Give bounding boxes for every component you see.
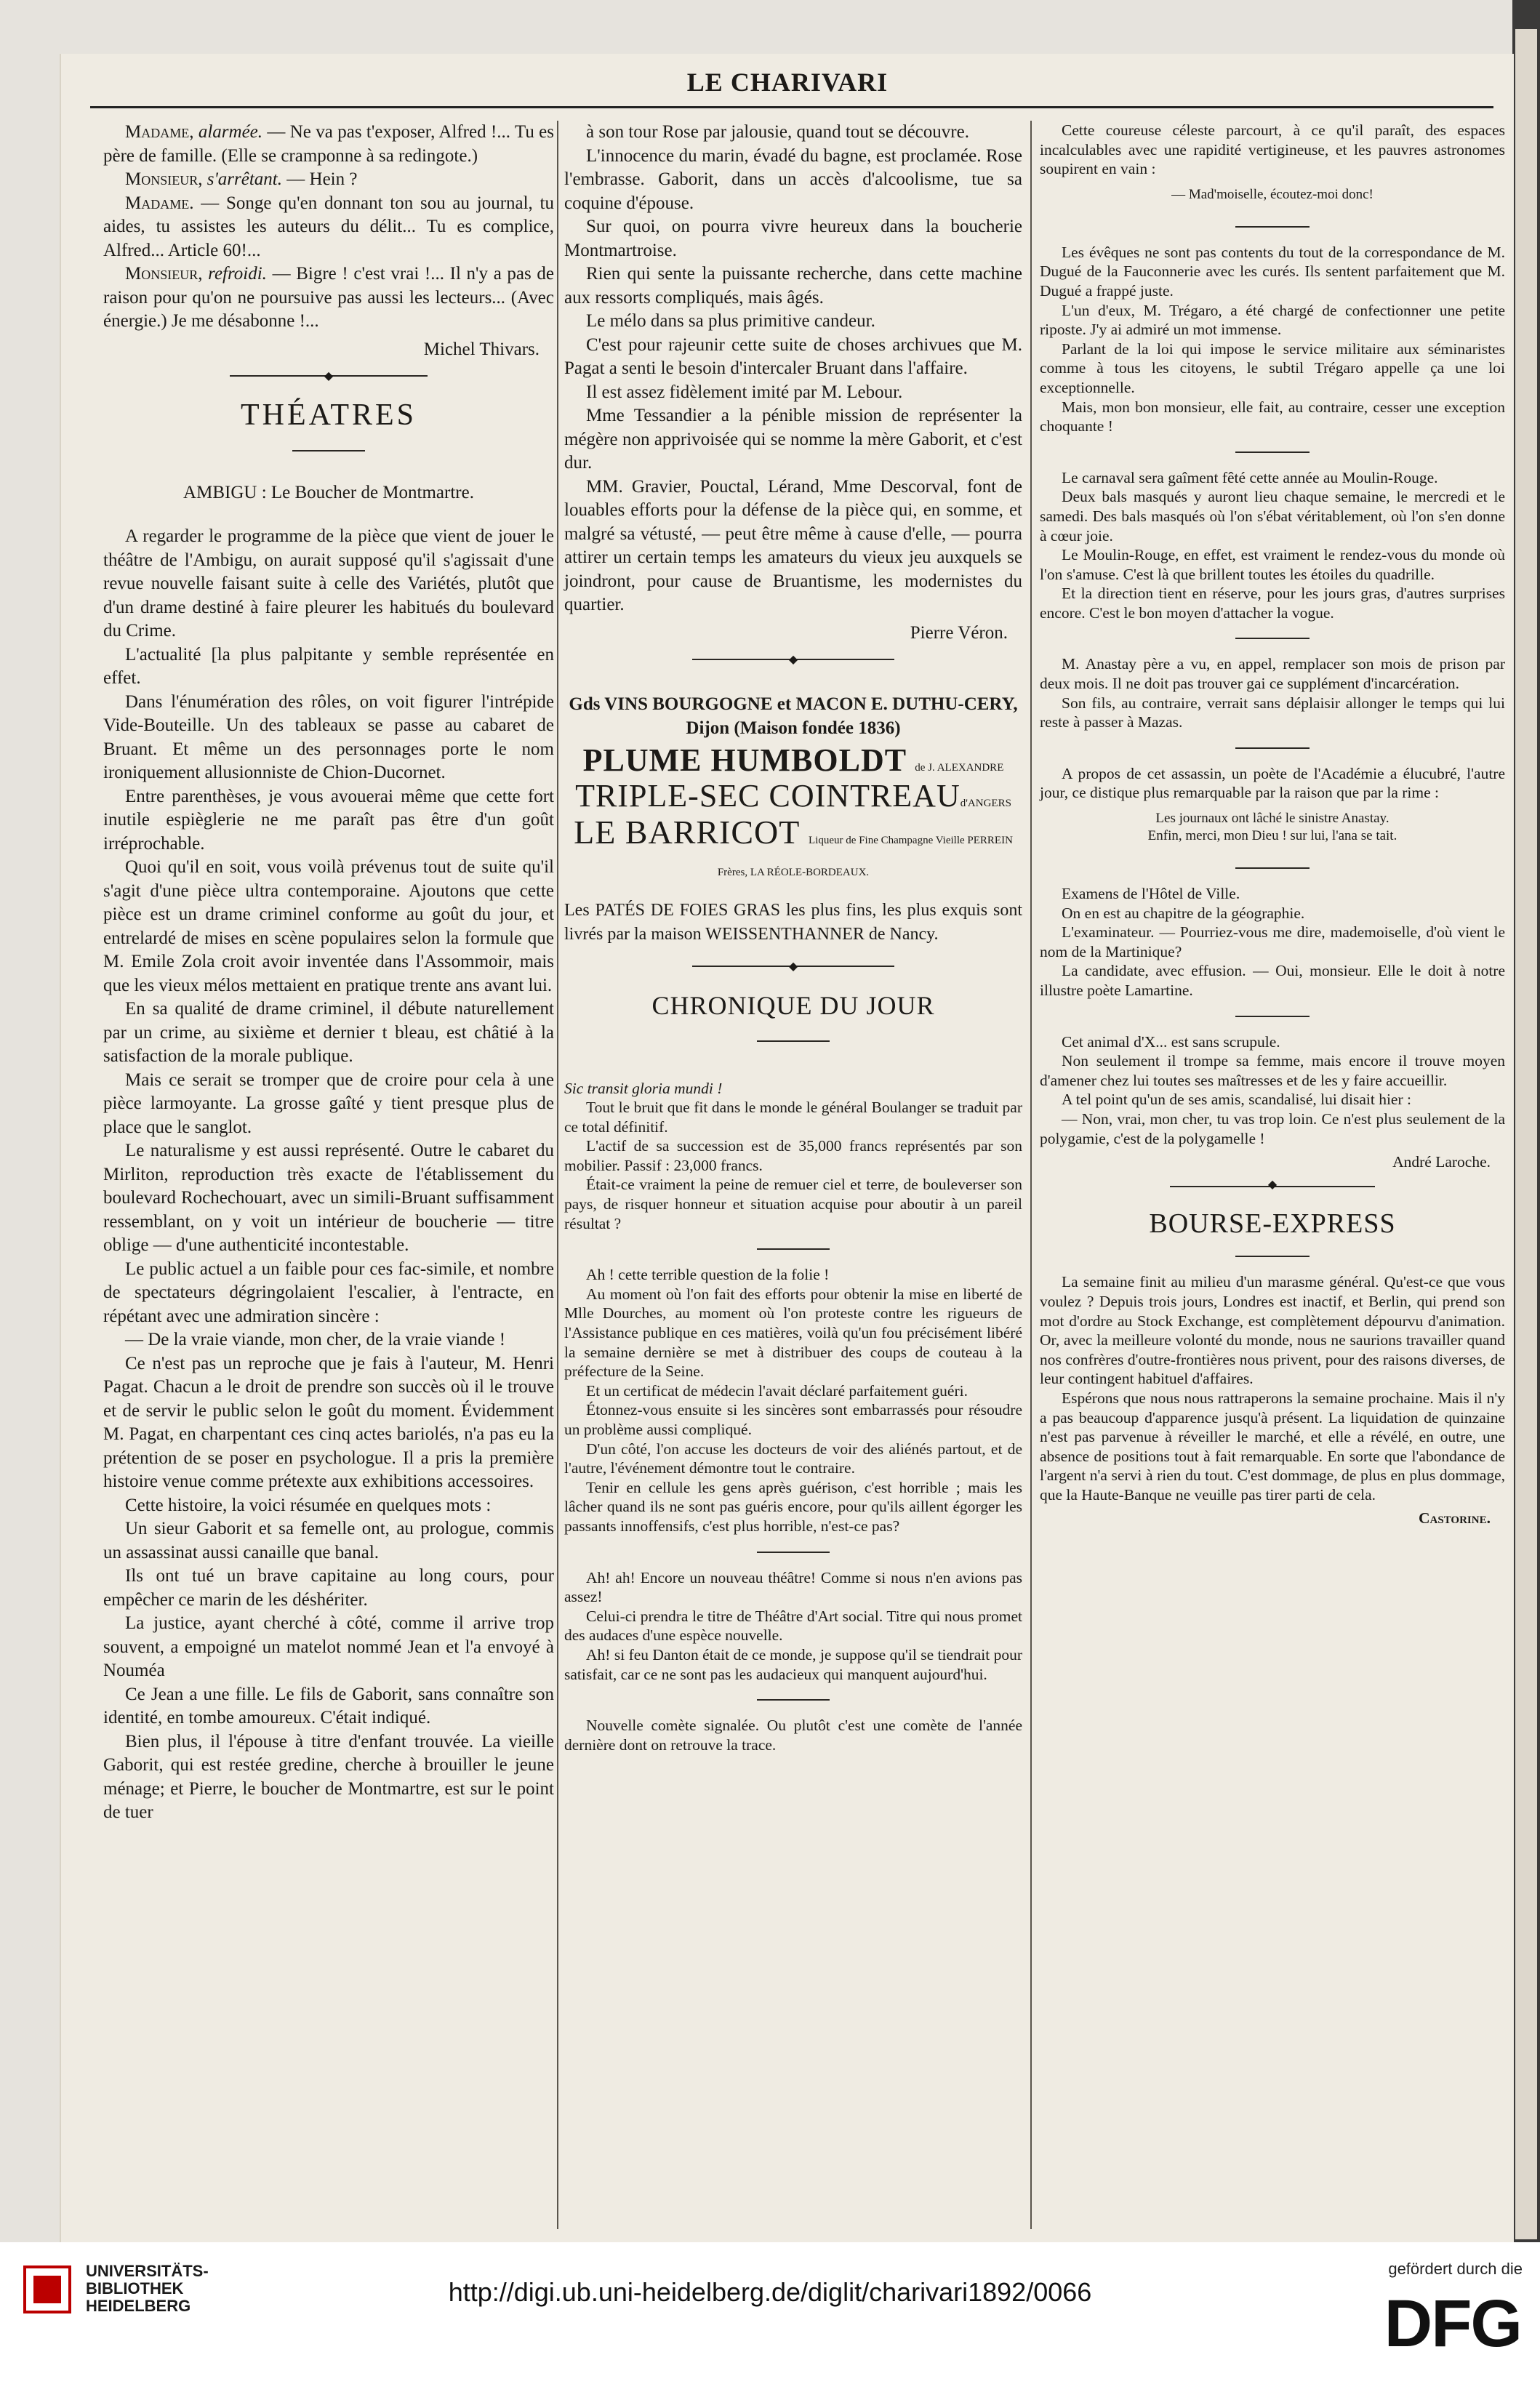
paragraph: M. Anastay père a vu, en appel, remplacer son mois de prison par deux mois. Il ne doit pas trouver gai ce supplément d'incarcération. (1040, 655, 1505, 693)
funding-note: gefördert durch die (1388, 2260, 1523, 2278)
dialogue-line: Madame. — Songe qu'en donnant ton sou au journal, tu aides, tu assistes les auteurs du délit... Tu es complice, Alfred... Article 60!... (103, 193, 554, 260)
newspaper-page (60, 54, 1514, 2242)
paragraph: Étonnez-vous ensuite si les sincères sont embarrassés pour résoudre un problème aussi compliqué. (564, 1401, 1022, 1438)
short-rule (1040, 211, 1505, 243)
theatre-subhead: AMBIGU : Le Boucher de Montmartre. (183, 482, 474, 502)
paragraph: Mais, mon bon monsieur, elle fait, au contraire, cesser une exception choquante ! (1040, 398, 1505, 436)
paragraph: La candidate, avec effusion. — Oui, monsieur. Elle le doit à notre illustre poète Lamartine. (1040, 962, 1505, 999)
signature: Castorine. (1419, 1509, 1491, 1528)
paragraph: L'innocence du marin, évadé du bagne, est proclamée. Rose l'embrasse. Gaborit, dans un accès d'alcoolisme, tue sa coquine d'épouse. (564, 145, 1022, 213)
paragraph: Cette coureuse céleste parcourt, à ce qu'il paraît, des espaces incalculables avec une rapidité vertigineuse, et les pauvres astronomes soupirent en vain : (1040, 121, 1505, 178)
item-anastay (1040, 654, 1505, 731)
section-title-bourse: BOURSE-EXPRESS (1149, 1208, 1396, 1239)
column-2 (564, 121, 1022, 1754)
paragraph: Tout le bruit que fit dans le monde le général Boulanger se traduit par ce total définitif. (564, 1099, 1022, 1136)
item-eveques (1040, 243, 1505, 436)
chronique-item: Nouvelle comète signalée. Ou plutôt c'est une comète de l'année dernière dont on retrouve la trace. (564, 1717, 1022, 1754)
speaker: Monsieur, (125, 264, 209, 284)
paragraph: Dans l'énumération des rôles, on voit figurer l'intrépide Vide-Bouteille. Un des tableaux se passe au cabaret de Bruant. Et même un des personnages porte le nom ironiquement allusionniste de Chion-Ducornet. (103, 691, 554, 782)
section-title-theatres: THÉATRES (241, 398, 417, 432)
ad-pates: Les PATÉS DE FOIES GRAS les plus fins, les plus exquis sont livrés par la maison WEISSENTHANNER de Nancy. (564, 901, 1022, 944)
stage-direction: s'arrêtant. (206, 169, 287, 189)
paragraph: Cet animal d'X... est sans scrupule. (1062, 1032, 1280, 1051)
ad-barricot-text: LE BARRICOT (574, 814, 800, 851)
paragraph: Et un certificat de médecin l'avait déclaré parfaitement guéri. (586, 1381, 968, 1400)
masthead: LE CHARIVARI (686, 68, 889, 97)
separator (564, 645, 1022, 674)
paragraph: Quoi qu'il en soit, vous voilà prévenus tout de suite qu'il s'agit d'une pièce ultra contemporaine. Ajoutons que cette pièce est un drame criminel conforme au goût du jour, et entrelardé de mises en scène populaires selon la formule que M. Emile Zola croit avoir inventée dans l'Assommoir, mais que les vieux mélos mettaient en pratique trente ans avant lui. (103, 857, 554, 995)
item-animal (1040, 1032, 1505, 1149)
paragraph: Au moment où l'on fait des efforts pour obtenir la mise en liberté de Mlle Dourches, au moment où l'on proteste contre les rigueurs de l'Assistance publique en ces matières, voilà qu'un fou précisément libéré la semaine dernière se met à distribuer des coups de couteau à la préfecture de la Seine. (564, 1285, 1022, 1381)
paragraph: Ils ont tué un brave capitaine au long cours, pour empêcher ce marin de les déshériter. (103, 1566, 554, 1610)
short-rule (564, 1025, 1022, 1057)
bourse-article (1040, 1272, 1505, 1504)
paragraph: C'est pour rajeunir cette suite de choses archivues que M. Pagat a senti le besoin d'intercaler Bruant dans l'affaire. (564, 334, 1022, 378)
paragraph: On en est au chapitre de la géographie. (1062, 904, 1305, 922)
library-line: UNIVERSITÄTS- (86, 2262, 209, 2280)
paragraph: Espérons que nous nous rattraperons la semaine prochaine. Mais il n'y a pas beaucoup d'apparence jusqu'à présent. La liquidation de quinzaine n'est pas parvenue à réveiller le marché, et elle a révélé, en outre, une absence de positions tout à fait remarquable. En sorte que l'abondance de l'argent n'a servi à rien du tout. C'est dommage, de plus en plus dommage, que la Haute-Banque ne veuille pas tirer parti de cela. (1040, 1389, 1505, 1504)
paragraph: Ah ! cette terrible question de la folie ! (586, 1266, 830, 1284)
paragraph: La semaine finit au milieu d'un marasme général. Qu'est-ce que vous voulez ? Depuis trois jours, Londres est inactif, et Berlin, qui prend son mot d'ordre au Stock Exchange, est complètement dépourvu d'animation. Or, avec la meilleure volonté du monde, nous ne saurions travailler quand nos confrères d'outre-frontières nous privent, pour des raisons diverses, de leur contingent habituel d'affaires. (1040, 1273, 1505, 1388)
paragraph: Un sieur Gaborit et sa femelle ont, au prologue, commis un assassinat aussi canaille que banal. (103, 1519, 554, 1562)
paragraph: D'un côté, l'on accuse les docteurs de voir des aliénés partout, et de l'autre, l'événement démontre tout le contraire. (564, 1440, 1022, 1477)
paragraph: Cette histoire, la voici résumée en quelques mots : (125, 1495, 492, 1515)
speaker: Madame, (125, 122, 198, 142)
ad-triple-sec (564, 777, 1022, 816)
paragraph: La justice, ayant cherché à côté, comme il arrive trop souvent, a empoigné un matelot nommé Jean et l'a envoyé à Nouméa (103, 1613, 554, 1680)
paragraph: Mais ce serait se tromper que de croire pour cela à une pièce larmoyante. La grosse gaîté y tient presque plus de place que le sanglot. (103, 1069, 554, 1137)
paragraph: Ah! ah! Encore un nouveau théâtre! Comme si nous n'en avions pas assez! (564, 1568, 1022, 1606)
paragraph: L'actif de sa succession est de 35,000 francs représentés par son mobilier. Passif : 23,000 francs. (564, 1137, 1022, 1174)
speaker: Monsieur, (125, 169, 207, 189)
paragraph: Ah! si feu Danton était de ce monde, je suppose qu'il se tiendrait pour satisfait, car ce ne sont pas les audacieux qui manquent aujourd'hui. (564, 1645, 1022, 1683)
dialogue-line: Monsieur, s'arrêtant. — Hein ? (125, 169, 358, 189)
quote (1040, 810, 1505, 845)
column-1 (103, 121, 554, 1825)
ad-plume-humboldt (564, 742, 1022, 780)
quote-line: Les journaux ont lâché le sinistre Anastay. (1155, 811, 1389, 827)
short-rule (1040, 1240, 1505, 1272)
ad-plume-text: PLUME HUMBOLDT (582, 742, 907, 778)
paragraph: Non seulement il trompe sa femme, mais encore il trouve moyen d'amener chez lui toutes ses maîtresses et de les y faire accueillir. (1040, 1052, 1505, 1089)
ad-barricot-small: Liqueur de Fine Champagne Vieille PERREIN Frères, LA RÉOLE-BORDEAUX. (717, 835, 1013, 878)
separator (564, 952, 1022, 981)
ad-plume-small: de J. ALEXANDRE (915, 762, 1004, 774)
paragraph: à son tour Rose par jalousie, quand tout se découvre. (586, 122, 969, 142)
source-url-link[interactable]: http://digi.ub.uni-heidelberg.de/diglit/charivari1892/0066 (448, 2277, 1092, 2307)
dialogue-line: Madame, alarmée. — Ne va pas t'exposer, Alfred !... Tu es père de famille. (Elle se cramponne à sa redingote.) (103, 122, 555, 166)
paragraph: L'un d'eux, M. Trégaro, a été chargé de confectionner une petite riposte. J'y ai admiré un mot immense. (1040, 301, 1505, 339)
separator (103, 361, 554, 390)
dialogue-line: Monsieur, refroidi. — Bigre ! c'est vrai !... Il n'y a pas de raison pour qu'on ne poursuive pas aussi les lecteurs... (Avec énergie.) Je me désabonne !... (103, 264, 554, 331)
item-carnaval (1040, 468, 1505, 623)
chronique-item (564, 1098, 1022, 1233)
column-3 (1040, 121, 1505, 1528)
paragraph: A tel point qu'un de ses amis, scandalisé, lui disait hier : (1062, 1091, 1411, 1109)
paragraph: Bien plus, il l'épouse à titre d'enfant trouvée. La vieille Gaborit, qui est restée gredine, cherche à brouiller le jeune ménage; et Pierre, le boucher de Montmartre, est sur le point de tuer (103, 1731, 554, 1822)
paragraph: — Non, vrai, mon cher, tu vas trop loin. Ce n'est plus seulement de la polygamie, c'est de la polygamelle ! (1040, 1109, 1505, 1147)
paragraph: — De la vraie viande, mon cher, de la vraie viande ! (125, 1330, 506, 1349)
chronique-item (564, 1265, 1022, 1536)
short-rule (564, 1536, 1022, 1568)
item-examens (1040, 884, 1505, 1000)
short-rule (103, 435, 554, 467)
section-title-chronique: CHRONIQUE DU JOUR (651, 991, 935, 1020)
paragraph: Deux bals masqués y auront lieu chaque semaine, le mercredi et le samedi. Des bals masqués où l'on s'ébat véritablement, où l'on s'en donne à cœur joie. (1040, 488, 1505, 545)
paragraph: Tenir en cellule les gens après guérison, c'est horrible ; mais les lâcher quand ils ne sont pas guéris encore, pour qu'ils aillent égorger les passants innoffensifs, c'est plus horrible, n'est-ce pas? (564, 1478, 1022, 1535)
paragraph: Il est assez fidèlement imité par M. Lebour. (586, 382, 903, 402)
paragraph: Ce n'est pas un reproche que je fais à l'auteur, M. Henri Pagat. Chacun a le droit de prendre son succès où il le trouve et de servir le public selon le goût du moment. Évidemment M. Pagat, en charpentant ces cinq actes bariolés, n'a pas eu la prétention de se poser en psychologue. Il a pris la première histoire venue comme prétexte aux exhibitions accessoires. (103, 1353, 554, 1491)
library-line: HEIDELBERG (86, 2297, 191, 2315)
signature: Pierre Véron. (910, 622, 1008, 643)
paragraph: Le mélo dans sa plus primitive candeur. (586, 311, 875, 331)
short-rule (564, 1233, 1022, 1265)
paragraph: Le carnaval sera gaîment fêté cette année au Moulin-Rouge. (1062, 468, 1438, 486)
paragraph: MM. Gravier, Pouctal, Lérand, Mme Descorval, font de louables efforts pour la défense de la pièce qui, en somme, et malgré sa vétusté, — peut être même à cause d'elle, — pourra attirer un certain temps les amateurs du vieux jeu auxquels se joindront, pour cause de Bruantisme, les modernistes du quartier. (564, 476, 1022, 614)
quote-line: Enfin, merci, mon Dieu ! sur lui, l'ana se tait. (1147, 828, 1397, 844)
paragraph: L'actualité [la plus palpitante y semble représentée en effet. (103, 644, 554, 688)
paragraph: Et la direction tient en réserve, pour les jours gras, d'autres surprises encore. C'est le bon moyen d'attacher la vogue. (1040, 585, 1505, 622)
paragraph: Le Moulin-Rouge, en effet, est vraiment le rendez-vous du monde où l'on s'amuse. C'est là que brillent toutes les étoiles du quadrille. (1040, 546, 1505, 583)
stage-direction: alarmée. (198, 122, 268, 142)
signature: André Laroche. (1392, 1153, 1491, 1171)
dfg-logo: DFG (1384, 2287, 1521, 2361)
chronique-item (564, 1568, 1022, 1685)
theatres-article (103, 525, 554, 1825)
ad-barricot (564, 814, 1022, 884)
adjacent-page-edge (1512, 0, 1540, 2400)
column-rule (557, 121, 558, 2229)
paragraph: Son fils, au contraire, verrait sans déplaisir allonger le temps qui lui reste à passer à Mazas. (1040, 694, 1505, 731)
column-rule (1030, 121, 1032, 2229)
footer-bar (0, 2242, 1540, 2400)
dialogue-block (103, 121, 554, 334)
paragraph: L'examinateur. — Pourriez-vous me dire, mademoiselle, d'où vient le nom de la Martinique? (1040, 923, 1505, 960)
quote: — Mad'moiselle, écoutez-moi donc! (1171, 186, 1373, 202)
short-rule (1040, 852, 1505, 884)
separator (1040, 1172, 1505, 1201)
paragraph: Celui-ci prendra le titre de Théâtre d'Art social. Titre qui nous promet des audaces d'une espèce nouvelle. (564, 1607, 1022, 1645)
ad-triple-text: TRIPLE-SEC COINTREAU (575, 777, 961, 814)
paragraph: Parlant de la loi qui impose le service militaire aux séminaristes comme à tous les citoyens, le subtil Trégaro appelle ça une loi exceptionnelle. (1040, 340, 1505, 396)
short-rule (1040, 1000, 1505, 1032)
library-line: BIBLIOTHEK (86, 2279, 184, 2297)
paragraph: Ce Jean a une fille. Le fils de Gaborit, sans connaître son identité, en tombe amoureux. C'était indiqué. (103, 1684, 554, 1727)
paragraph: Mme Tessandier a la pénible mission de représenter la mégère non apprivoisée qui se nomme la mère Gaborit, et c'est dur. (564, 406, 1022, 473)
paragraph: Était-ce vraiment la peine de remuer ciel et terre, de bouleverser son pays, de risquer honneur et situation acquise pour aboutir à un pareil résultat ? (564, 1176, 1022, 1232)
paragraph: A regarder le programme de la pièce que vient de jouer le théâtre de l'Ambigu, on aurait supposé qu'il s'agissait d'une revue nouvelle faisant suite à celle des Variétés, plutôt que d'un drame destiné à faire pleurer les habitués du boulevard du Crime. (103, 526, 554, 641)
stage-direction: refroidi. (208, 264, 273, 284)
paragraph: En sa qualité de drame criminel, il débute naturellement par un crime, au sixième et dernier t bleau, est châtié à la satisfaction de la morale publique. (103, 999, 554, 1066)
paragraph: Entre parenthèses, je vous avouerai même que cette fort inutile espièglerie ne me paraît pas être d'un goût irréprochable. (103, 786, 554, 854)
paragraph: Les évêques ne sont pas contents du tout de la correspondance de M. Dugué de la Fauconnerie avec les curés. Ils sentent parfaitement que M. Dugué a frappé juste. (1040, 243, 1505, 300)
paragraph: Le public actuel a un faible pour ces fac-simile, et nombre de spectateurs dégringolaient l'escalier, à l'entracte, en répétant avec une admiration sincère : (103, 1259, 554, 1326)
paragraph: Examens de l'Hôtel de Ville. (1062, 885, 1240, 903)
ad-triple-small: d'ANGERS (960, 797, 1011, 809)
short-rule (564, 1684, 1022, 1716)
speaker: Madame. (125, 193, 201, 213)
paragraph: Rien qui sente la puissante recherche, dans cette machine aux ressorts compliqués, mais âgés. (564, 264, 1022, 308)
short-rule (1040, 436, 1505, 468)
masthead-rule (90, 106, 1493, 108)
signature: Michel Thivars. (423, 339, 540, 359)
paragraph: Le naturalisme y est aussi représenté. Outre le cabaret du Mirliton, reproduction très exacte de l'établissement du boulevard Rochechouart, avec un simili-Bruant suffisamment ressemblant, on y voit un intérieur de boucherie — titre oblige — d'une authenticité incontestable. (103, 1141, 554, 1255)
short-rule (1040, 732, 1505, 764)
chronique-head: Sic transit gloria mundi ! (564, 1079, 723, 1097)
short-rule (1040, 622, 1505, 654)
theatres-article-continued (564, 121, 1022, 617)
ad-vins: Gds VINS BOURGOGNE et MACON E. DUTHU-CERY, Dijon (Maison fondée 1836) (569, 694, 1018, 738)
paragraph: Sur quoi, on pourra vivre heureux dans la boucherie Montmartroise. (564, 217, 1022, 260)
paragraph: A propos de cet assassin, un poète de l'Académie a élucubré, l'autre jour, ce distique plus remarquable par la raison que par la rime : (1040, 764, 1505, 802)
